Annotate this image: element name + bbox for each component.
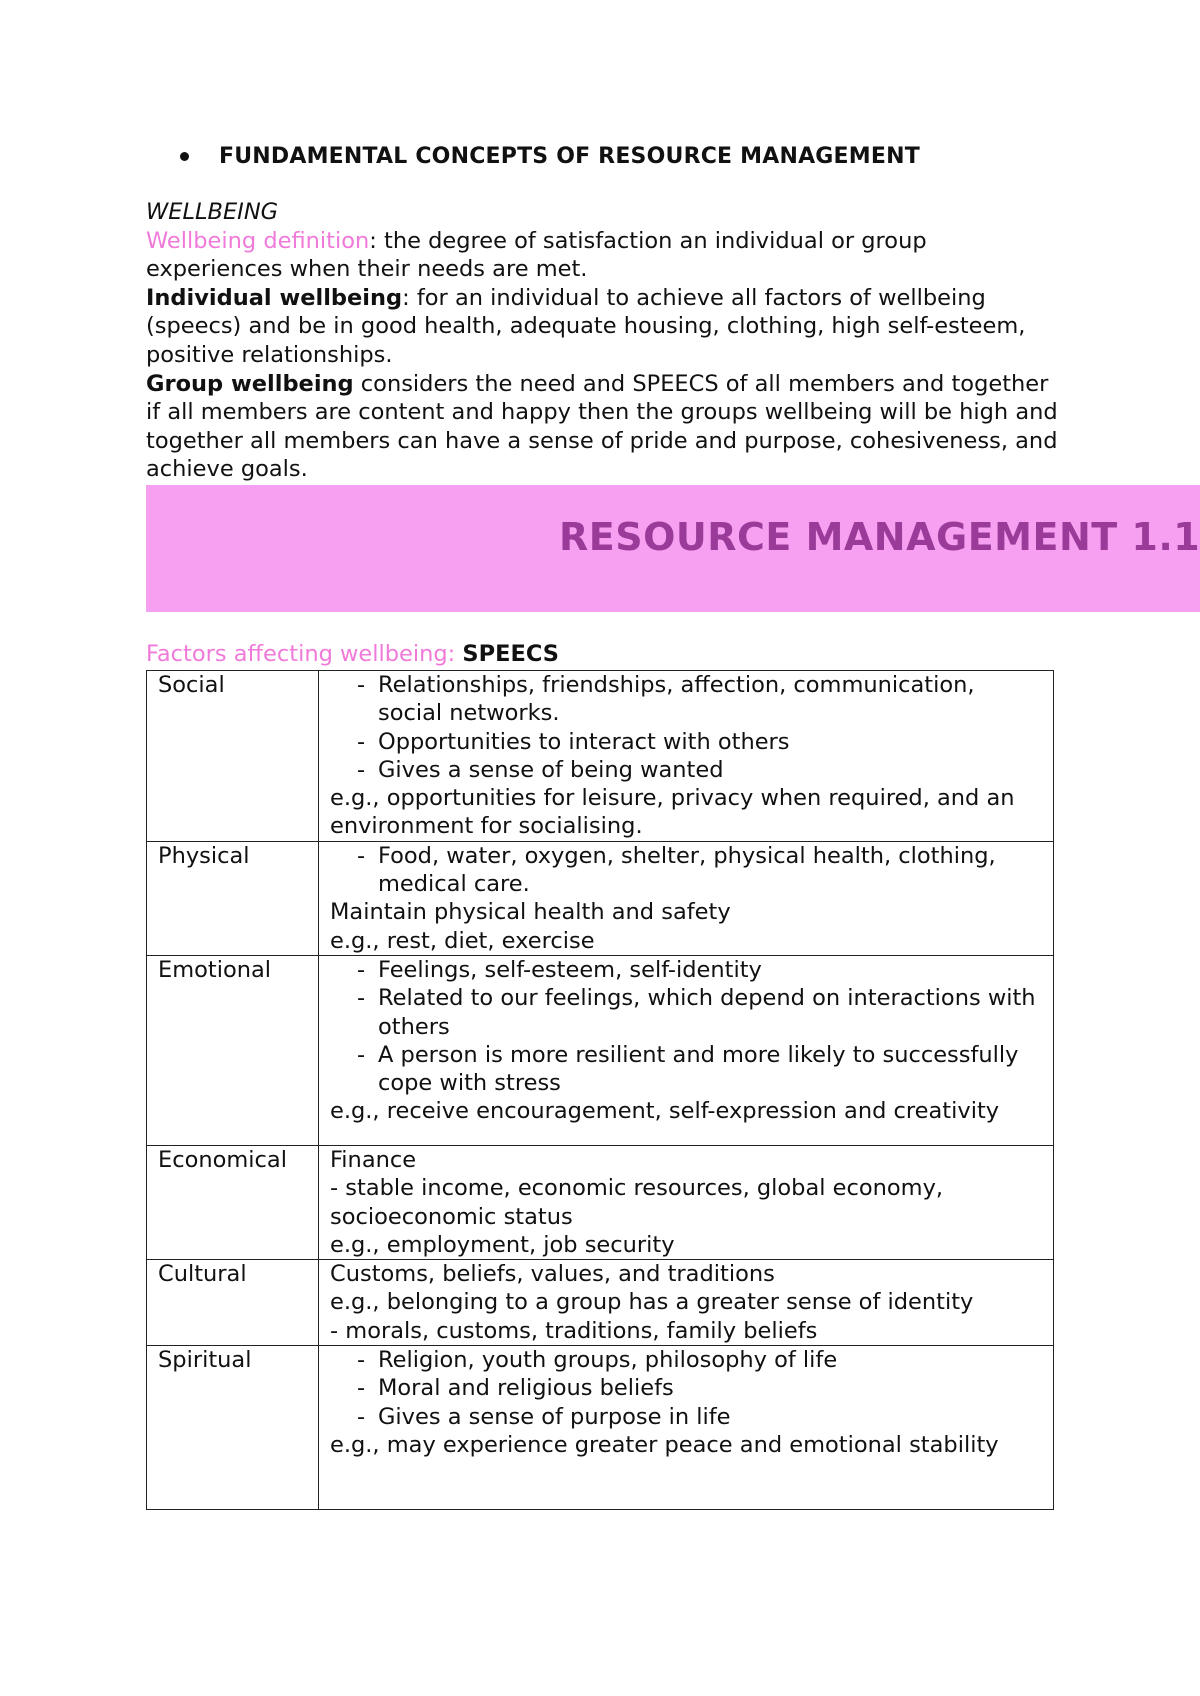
- dash-item-text: Gives a sense of purpose in life: [378, 1403, 731, 1430]
- description-line: Finance: [330, 1146, 417, 1173]
- dash-marker: -: [357, 728, 366, 755]
- dash-marker: -: [357, 842, 366, 869]
- individual-wellbeing-paragraph: [146, 284, 1066, 370]
- dash-marker: -: [357, 1347, 366, 1374]
- factors-acronym: SPEECS: [462, 641, 559, 667]
- description-line: Maintain physical health and safety: [330, 899, 731, 926]
- factor-category: Social: [147, 671, 319, 842]
- intro-block: [146, 198, 1066, 484]
- dash-list-item: [330, 1041, 1043, 1098]
- bullet-icon: [180, 152, 189, 161]
- dash-item-text: Relationships, friendships, affection, communication, social networks.: [378, 672, 975, 727]
- factor-description: [319, 671, 1054, 842]
- factor-description: [319, 1346, 1054, 1510]
- factor-description: [319, 1145, 1054, 1259]
- speecs-table: [146, 670, 1054, 1510]
- dash-item-text: Food, water, oxygen, shelter, physical health, clothing, medical care.: [378, 842, 996, 898]
- table-row: [147, 1260, 1054, 1346]
- table-row: [147, 1346, 1054, 1510]
- table-row: [147, 955, 1054, 1145]
- definition-text: : the degree of satisfaction an individual or group experiences when their needs are met.: [146, 227, 927, 283]
- banner-title: RESOURCE MANAGEMENT 1.1: [559, 515, 1200, 559]
- dash-list-item: [330, 1346, 1043, 1374]
- factor-description: [319, 841, 1054, 955]
- dash-item-text: Religion, youth groups, philosophy of life: [378, 1347, 838, 1374]
- dash-list-item: [330, 1403, 1043, 1431]
- factor-category: Economical: [147, 1145, 319, 1259]
- description-line: - stable income, economic resources, global economy, socioeconomic status: [330, 1175, 944, 1230]
- table-row: [147, 671, 1054, 842]
- section-heading: [180, 144, 920, 169]
- factors-label: Factors affecting wellbeing:: [146, 641, 463, 667]
- factor-description: [319, 955, 1054, 1145]
- dash-marker: -: [357, 1375, 366, 1402]
- dash-item-text: Gives a sense of being wanted: [378, 756, 724, 783]
- description-line: e.g., opportunities for leisure, privacy when required, and an environment for socialising.: [330, 785, 1015, 840]
- factor-description: [319, 1260, 1054, 1346]
- dash-list-item: [330, 671, 1043, 728]
- description-line: e.g., employment, job security: [330, 1231, 675, 1258]
- title-banner: [146, 485, 1200, 612]
- group-text: considers the need and SPEECS of all members and together if all members are content and happy then the groups wellbeing will be high and together all members can have a sense of pride and purpose, cohesiveness, and achieve goals.: [146, 370, 1058, 483]
- dash-list-item: [330, 842, 1043, 899]
- description-line: e.g., rest, diet, exercise: [330, 927, 595, 954]
- dash-item-text: Moral and religious beliefs: [378, 1375, 674, 1402]
- dash-marker: -: [357, 672, 366, 698]
- description-line: Customs, beliefs, values, and traditions: [330, 1261, 775, 1288]
- description-line: e.g., belonging to a group has a greater sense of identity: [330, 1289, 974, 1316]
- section-heading-text: FUNDAMENTAL CONCEPTS OF RESOURCE MANAGEMENT: [219, 144, 920, 169]
- description-line: e.g., receive encouragement, self-expression and creativity: [330, 1098, 1000, 1125]
- factor-category: Cultural: [147, 1260, 319, 1346]
- dash-item-text: A person is more resilient and more likely to successfully cope with stress: [378, 1041, 1019, 1097]
- dash-item-text: Opportunities to interact with others: [378, 728, 790, 755]
- definition-term: Wellbeing definition: [146, 227, 370, 254]
- description-line: e.g., may experience greater peace and emotional stability: [330, 1431, 999, 1458]
- speecs-table-body: [147, 671, 1054, 1510]
- dash-item-text: Related to our feelings, which depend on interactions with others: [378, 985, 1036, 1040]
- dash-marker: -: [357, 1041, 366, 1068]
- factor-category: Physical: [147, 841, 319, 955]
- dash-item-text: Feelings, self-esteem, self-identity: [378, 956, 762, 983]
- individual-term: Individual wellbeing: [146, 284, 403, 311]
- dash-list-item: [330, 956, 1043, 984]
- dash-marker: -: [357, 956, 366, 983]
- dash-marker: -: [357, 985, 366, 1012]
- dash-list-item: [330, 728, 1043, 756]
- dash-list-item: [330, 1374, 1043, 1402]
- dash-marker: -: [357, 756, 366, 783]
- factor-category: Emotional: [147, 955, 319, 1145]
- description-line: - morals, customs, traditions, family beliefs: [330, 1317, 818, 1344]
- table-row: [147, 841, 1054, 955]
- table-row: [147, 1145, 1054, 1259]
- group-wellbeing-paragraph: [146, 370, 1066, 484]
- dash-list-item: [330, 756, 1043, 784]
- group-term: Group wellbeing: [146, 370, 354, 397]
- individual-text: : for an individual to achieve all factors of wellbeing (speecs) and be in good health, adequate housing, clothing, high self-esteem, positive relationships.: [146, 284, 1026, 368]
- wellbeing-label: WELLBEING: [146, 199, 279, 225]
- wellbeing-definition-paragraph: [146, 227, 1066, 284]
- dash-list-item: [330, 984, 1043, 1041]
- factor-category: Spiritual: [147, 1346, 319, 1510]
- factors-heading: [146, 640, 559, 668]
- dash-marker: -: [357, 1403, 366, 1430]
